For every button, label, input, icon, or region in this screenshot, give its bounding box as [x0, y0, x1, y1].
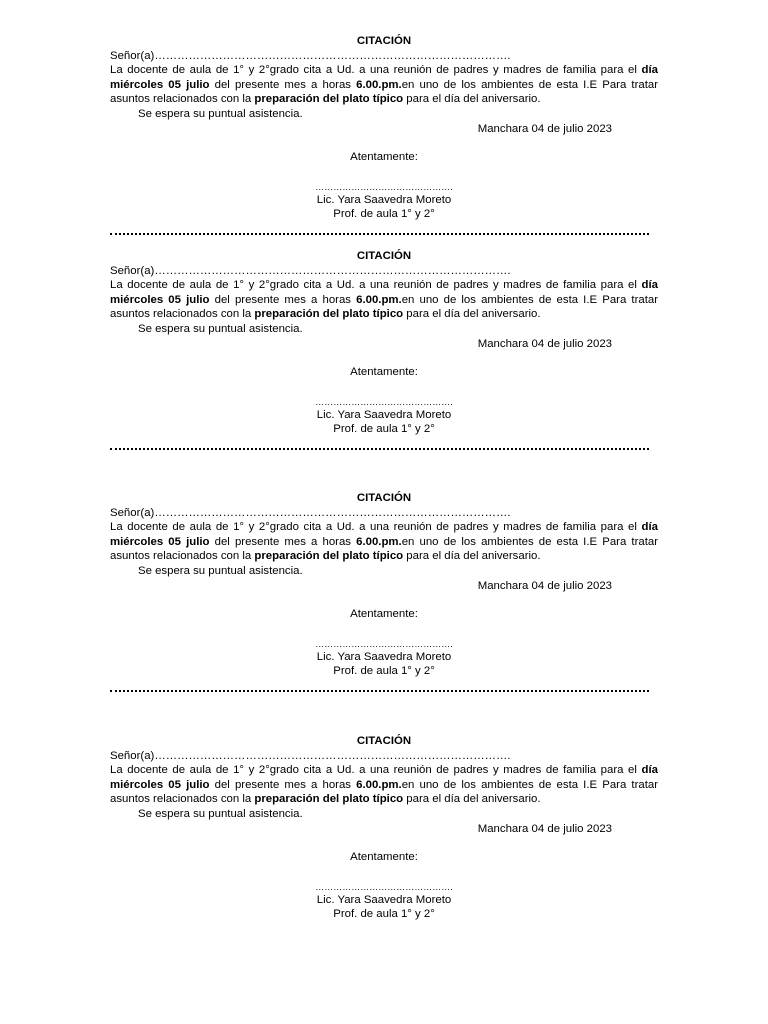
citation-block [110, 34, 658, 222]
citation-body: La docente de aula de 1° y 2°grado cita a Ud. a una reunión de padres y madres de familia para el día miércoles 05 julio del presente mes a horas 6.00.pm.en uno de los ambientes de esta I.E Para tratar asuntos relacionados con la preparación del plato típico para el día del aniversario. [110, 764, 658, 806]
citation-body: La docente de aula de 1° y 2°grado cita a Ud. a una reunión de padres y madres de familia para el día miércoles 05 julio del presente mes a horas 6.00.pm.en uno de los ambientes de esta I.E Para tratar asuntos relacionados con la preparación del plato típico para el día del aniversario. [110, 64, 658, 106]
signer-name: Lic. Yara Saavedra Moreto [316, 193, 452, 206]
closing-regards: Atentamente: [350, 608, 418, 621]
cut-line-separator [110, 233, 649, 235]
citation-title: CITACIÓN [356, 35, 412, 47]
citation-title: CITACIÓN [356, 250, 412, 262]
citation-block [110, 249, 658, 437]
recipient-line: Señor(a)…………………………………………………………………………………. [110, 264, 511, 277]
signature-line: ………………………………………. [315, 181, 453, 192]
closing-regards: Atentamente: [350, 851, 418, 864]
attendance-note: Se espera su puntual asistencia. [138, 564, 303, 577]
recipient-line: Señor(a)…………………………………………………………………………………. [110, 49, 511, 62]
attendance-note: Se espera su puntual asistencia. [138, 107, 303, 120]
cut-line-separator [110, 448, 649, 450]
closing-regards: Atentamente: [350, 151, 418, 164]
place-date: Manchara 04 de julio 2023 [477, 822, 612, 835]
signer-name: Lic. Yara Saavedra Moreto [316, 893, 452, 906]
cut-line-separator [110, 690, 649, 692]
citation-block [110, 491, 658, 679]
signature-line: ………………………………………. [315, 396, 453, 407]
signer-name: Lic. Yara Saavedra Moreto [316, 650, 452, 663]
citation-block [110, 734, 658, 922]
signer-role: Prof. de aula 1° y 2° [333, 208, 435, 221]
signer-role: Prof. de aula 1° y 2° [333, 423, 435, 436]
recipient-line: Señor(a)…………………………………………………………………………………. [110, 506, 511, 519]
citation-body: La docente de aula de 1° y 2°grado cita a Ud. a una reunión de padres y madres de familia para el día miércoles 05 julio del presente mes a horas 6.00.pm.en uno de los ambientes de esta I.E Para tratar asuntos relacionados con la preparación del plato típico para el día del aniversario. [110, 279, 658, 321]
citation-body: La docente de aula de 1° y 2°grado cita a Ud. a una reunión de padres y madres de familia para el día miércoles 05 julio del presente mes a horas 6.00.pm.en uno de los ambientes de esta I.E Para tratar asuntos relacionados con la preparación del plato típico para el día del aniversario. [110, 521, 658, 563]
signature-line: ………………………………………. [315, 638, 453, 649]
attendance-note: Se espera su puntual asistencia. [138, 807, 303, 820]
place-date: Manchara 04 de julio 2023 [477, 337, 612, 350]
closing-regards: Atentamente: [350, 366, 418, 379]
signer-role: Prof. de aula 1° y 2° [333, 665, 435, 678]
recipient-line: Señor(a)…………………………………………………………………………………. [110, 749, 511, 762]
attendance-note: Se espera su puntual asistencia. [138, 322, 303, 335]
signature-line: ………………………………………. [315, 881, 453, 892]
signer-name: Lic. Yara Saavedra Moreto [316, 408, 452, 421]
signer-role: Prof. de aula 1° y 2° [333, 908, 435, 921]
place-date: Manchara 04 de julio 2023 [477, 122, 612, 135]
citation-title: CITACIÓN [356, 735, 412, 747]
place-date: Manchara 04 de julio 2023 [477, 579, 612, 592]
citation-title: CITACIÓN [356, 492, 412, 504]
